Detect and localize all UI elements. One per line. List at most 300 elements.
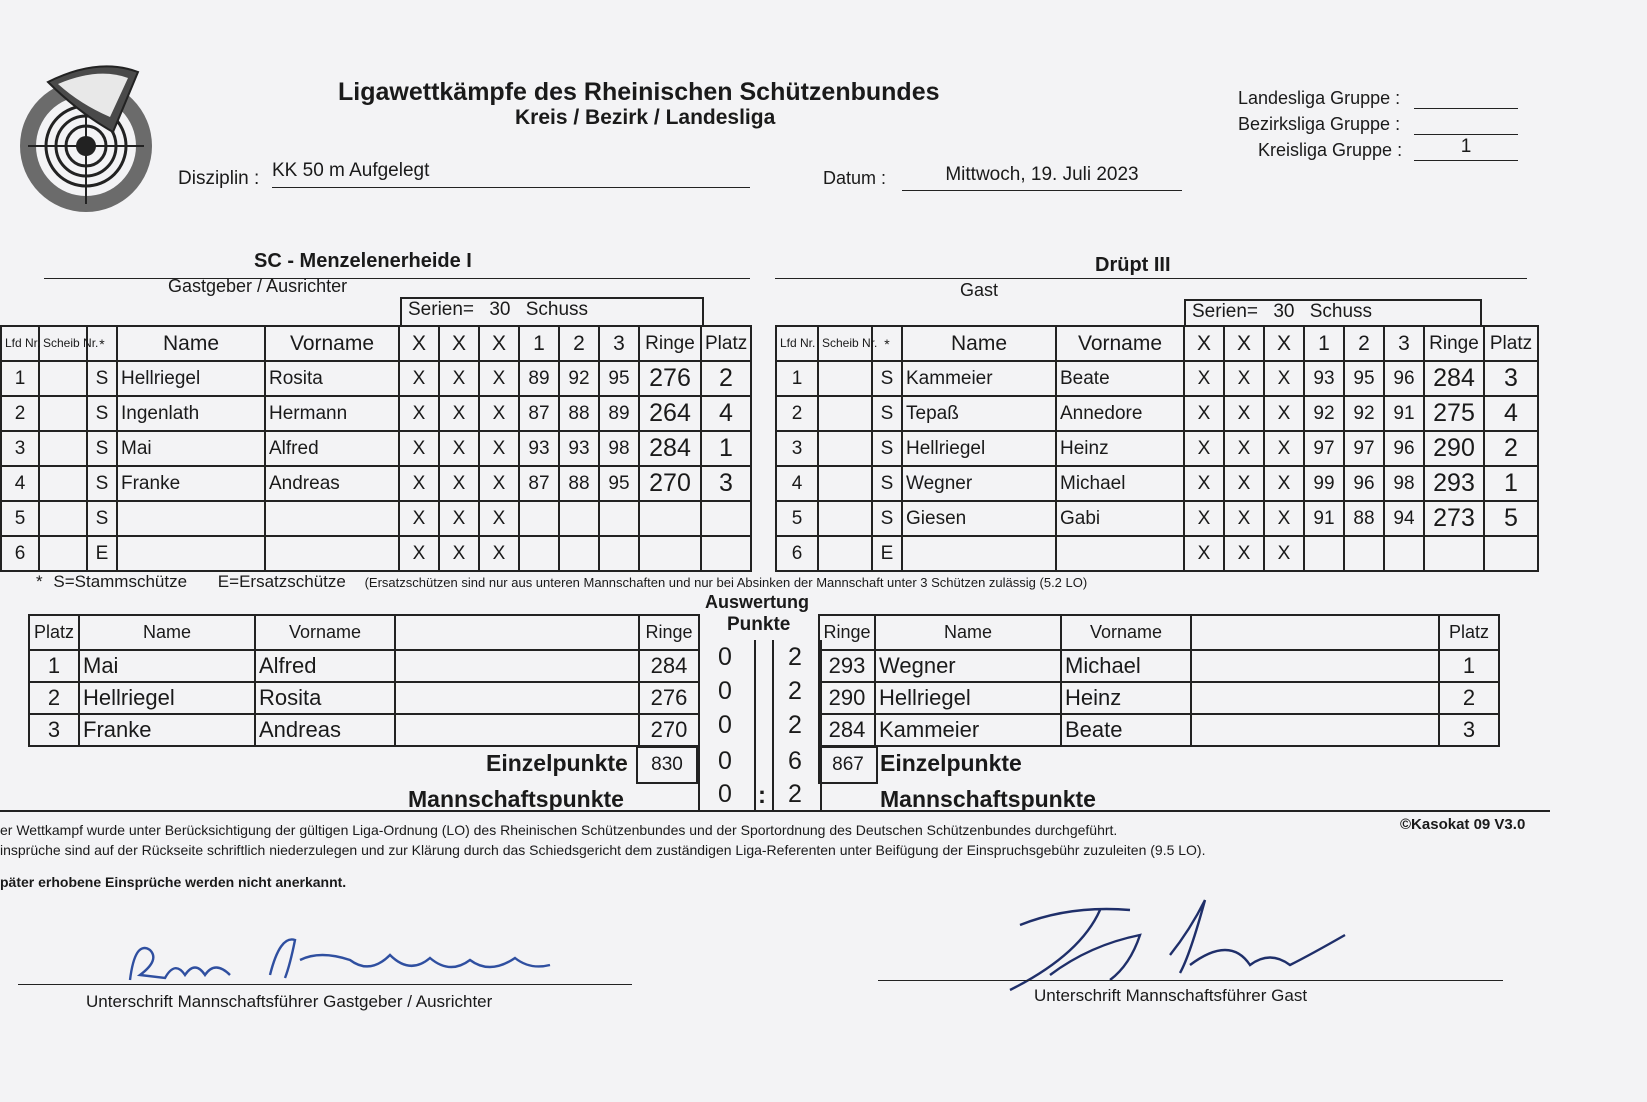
discipline-label: Disziplin :	[178, 168, 260, 189]
rank-col-vorname: Vorname	[255, 615, 395, 650]
host-signature-label: Unterschrift Mannschaftsführer Gastgeber / Ausrichter	[86, 992, 493, 1011]
host-score-table	[0, 325, 752, 572]
rank-platz: 3	[1439, 714, 1499, 746]
total-ringe: 270	[639, 466, 701, 501]
bezirksliga-value	[1414, 112, 1518, 135]
series-2: 92	[1344, 396, 1384, 431]
series-1: 87	[519, 466, 559, 501]
series-3: 89	[599, 396, 639, 431]
ranking-row	[29, 714, 699, 746]
shooter-vorname: Michael	[1056, 466, 1184, 501]
rank-name: Mai	[79, 650, 255, 682]
rank-punkte: 0	[718, 677, 732, 705]
series-2: 88	[559, 396, 599, 431]
rank-spacer	[395, 714, 639, 746]
marker-x3: X	[1264, 536, 1304, 571]
guest-series-count: 30	[1273, 301, 1295, 322]
host-series-box	[400, 297, 704, 327]
rank-ringe: 270	[639, 714, 699, 746]
table-row	[776, 536, 1538, 571]
shooter-name: Mai	[117, 431, 265, 466]
col-star: *	[87, 326, 117, 361]
host-mannschaftspunkte: 0	[718, 780, 732, 808]
shooter-type: S	[872, 501, 902, 536]
guest-team-name: Drüpt III	[1095, 254, 1171, 276]
host-total-ringe: 830	[636, 746, 698, 784]
total-ringe: 284	[639, 431, 701, 466]
marker-x3: X	[1264, 396, 1304, 431]
rank-vorname: Rosita	[255, 682, 395, 714]
rank-col-platz: Platz	[29, 615, 79, 650]
series-2: 92	[559, 361, 599, 396]
rank-platz: 1	[29, 650, 79, 682]
page-title: Ligawettkämpfe des Rheinischen Schützenbundes	[338, 78, 940, 106]
copyright: ©Kasokat 09 V3.0	[1400, 816, 1526, 833]
row-number: 2	[776, 396, 818, 431]
col-name: Name	[902, 326, 1056, 361]
shooter-vorname: Beate	[1056, 361, 1184, 396]
host-einzelpunkte: 0	[718, 747, 732, 775]
host-ranking-table	[28, 614, 700, 747]
discipline-value: KK 50 m Aufgelegt	[272, 160, 750, 188]
rank-ringe: 284	[819, 714, 875, 746]
marker-x2: X	[1224, 396, 1264, 431]
row-number: 1	[1, 361, 39, 396]
table-row	[1, 396, 751, 431]
row-number: 1	[776, 361, 818, 396]
legend-note: (Ersatzschützen sind nur aus unteren Mannschaften und nur bei Absinken der Mannschaft unter 3 Schützen zulässig (5.2 LO)	[364, 575, 1088, 590]
mannschaftspunkte-separator: :	[758, 782, 766, 809]
marker-x1: X	[399, 536, 439, 571]
rank-platz	[701, 536, 751, 571]
marker-x2: X	[1224, 361, 1264, 396]
marker-x3: X	[479, 361, 519, 396]
logo	[18, 62, 158, 222]
shooter-type: S	[87, 431, 117, 466]
rank-platz: 3	[701, 466, 751, 501]
shooter-type: S	[872, 466, 902, 501]
guest-ranking-table	[818, 614, 1500, 747]
shooter-name: Ingenlath	[117, 396, 265, 431]
shooter-name: Kammeier	[902, 361, 1056, 396]
col-ringe: Ringe	[639, 326, 701, 361]
marker-x3: X	[479, 431, 519, 466]
series-1: 97	[1304, 431, 1344, 466]
shooter-vorname: Rosita	[265, 361, 399, 396]
row-number: 4	[1, 466, 39, 501]
rank-platz: 2	[1439, 682, 1499, 714]
legend-star: *	[36, 572, 43, 591]
total-ringe: 273	[1424, 501, 1484, 536]
series-1	[1304, 536, 1344, 571]
row-number: 3	[776, 431, 818, 466]
shooter-type: S	[87, 361, 117, 396]
footer-line-2: insprüche sind auf der Rückseite schriftlich niederzulegen und zur Klärung durch das Schiedsgericht dem zuständigen Liga-Referenten unter Beifügung der Einspruchsgebühr zuzuleiten (9.5 LO).	[0, 842, 1206, 858]
rank-col-platz: Platz	[1439, 615, 1499, 650]
col-s2: 2	[559, 326, 599, 361]
table-row	[1, 466, 751, 501]
series-2	[559, 501, 599, 536]
legend-ersatzschuetze: E=Ersatzschütze	[217, 572, 346, 591]
col-vorname: Vorname	[265, 326, 399, 361]
rank-spacer	[1191, 650, 1439, 682]
total-ringe	[639, 501, 701, 536]
target-number	[39, 431, 87, 466]
mannschaftspunkte-label-host: Mannschaftspunkte	[408, 786, 624, 812]
total-ringe: 276	[639, 361, 701, 396]
table-row	[776, 501, 1538, 536]
guest-signature-line	[878, 980, 1503, 981]
col-s1: 1	[1304, 326, 1344, 361]
guest-total-ringe: 867	[818, 746, 878, 784]
target-number	[39, 501, 87, 536]
total-ringe: 284	[1424, 361, 1484, 396]
target-number	[818, 396, 872, 431]
series-3: 98	[1384, 466, 1424, 501]
row-number: 6	[776, 536, 818, 571]
shooter-name: Hellriegel	[902, 431, 1056, 466]
marker-x1: X	[399, 361, 439, 396]
footer-line-1: er Wettkampf wurde unter Berücksichtigung der gültigen Liga-Ordnung (LO) des Rheinischen Schützenbundes und der Sportordnung des Deutschen Schützenbundes durchgeführt.	[0, 822, 1118, 838]
marker-x1: X	[399, 431, 439, 466]
rank-col-spacer	[1191, 615, 1439, 650]
rank-platz: 1	[1484, 466, 1538, 501]
rank-col-name: Name	[875, 615, 1061, 650]
col-scheib: Scheib Nr.	[818, 326, 872, 361]
rank-name: Wegner	[875, 650, 1061, 682]
total-ringe: 290	[1424, 431, 1484, 466]
shooter-name: Hellriegel	[117, 361, 265, 396]
series-2: 88	[1344, 501, 1384, 536]
series-1	[519, 501, 559, 536]
shooter-vorname: Hermann	[265, 396, 399, 431]
col-x1: X	[1184, 326, 1224, 361]
shooter-type: S	[87, 501, 117, 536]
rank-col-ringe: Ringe	[819, 615, 875, 650]
series-1	[519, 536, 559, 571]
legend-stammschuetze: S=Stammschütze	[53, 572, 188, 591]
rank-name: Kammeier	[875, 714, 1061, 746]
shooter-name: Tepaß	[902, 396, 1056, 431]
series-3: 96	[1384, 361, 1424, 396]
row-number: 4	[776, 466, 818, 501]
rank-platz: 1	[1439, 650, 1499, 682]
shooter-name: Wegner	[902, 466, 1056, 501]
series-3: 95	[599, 361, 639, 396]
guest-ranking-header	[819, 615, 1499, 650]
ranking-row	[819, 714, 1499, 746]
marker-x2: X	[439, 466, 479, 501]
marker-x3: X	[1264, 361, 1304, 396]
marker-x2: X	[1224, 466, 1264, 501]
rank-ringe: 276	[639, 682, 699, 714]
target-number	[818, 536, 872, 571]
marker-x3: X	[479, 501, 519, 536]
row-number: 6	[1, 536, 39, 571]
shooter-name	[117, 536, 265, 571]
marker-x3: X	[479, 466, 519, 501]
series-3	[599, 536, 639, 571]
series-3: 91	[1384, 396, 1424, 431]
col-lfd: Lfd Nr.	[1, 326, 39, 361]
rank-spacer	[395, 682, 639, 714]
marker-x1: X	[399, 396, 439, 431]
col-x3: X	[1264, 326, 1304, 361]
guest-table-header	[776, 326, 1538, 361]
marker-x2: X	[1224, 501, 1264, 536]
shooter-type: S	[872, 431, 902, 466]
host-series-unit: Schuss	[525, 299, 589, 320]
guest-series-box	[1184, 299, 1482, 327]
rank-platz: 2	[701, 361, 751, 396]
series-2: 95	[1344, 361, 1384, 396]
marker-x2: X	[439, 396, 479, 431]
target-number	[818, 501, 872, 536]
marker-x1: X	[1184, 396, 1224, 431]
marker-x2: X	[439, 361, 479, 396]
rank-punkte: 2	[788, 677, 802, 705]
rank-vorname: Beate	[1061, 714, 1191, 746]
shooter-vorname: Alfred	[265, 431, 399, 466]
col-s2: 2	[1344, 326, 1384, 361]
rank-punkte: 2	[788, 711, 802, 739]
shooter-type: S	[87, 396, 117, 431]
target-number	[818, 361, 872, 396]
rank-name: Franke	[79, 714, 255, 746]
marker-x1: X	[399, 466, 439, 501]
shooter-type: S	[87, 466, 117, 501]
series-1: 93	[519, 431, 559, 466]
landesliga-label: Landesliga Gruppe :	[1238, 88, 1401, 108]
shooter-type: S	[872, 361, 902, 396]
series-2	[1344, 536, 1384, 571]
rank-col-vorname: Vorname	[1061, 615, 1191, 650]
shooter-name: Franke	[117, 466, 265, 501]
shooter-vorname	[1056, 536, 1184, 571]
marker-x1: X	[399, 501, 439, 536]
landesliga-value	[1414, 86, 1518, 109]
target-number	[39, 396, 87, 431]
shooter-vorname: Andreas	[265, 466, 399, 501]
host-series-count: 30	[489, 299, 511, 320]
series-3: 98	[599, 431, 639, 466]
row-number: 5	[1, 501, 39, 536]
rank-vorname: Heinz	[1061, 682, 1191, 714]
rank-platz: 1	[701, 431, 751, 466]
table-row	[776, 396, 1538, 431]
col-scheib: Scheib Nr.	[39, 326, 87, 361]
col-lfd: Lfd Nr.	[776, 326, 818, 361]
rank-col-ringe: Ringe	[639, 615, 699, 650]
marker-x3: X	[1264, 431, 1304, 466]
rank-punkte: 2	[788, 643, 802, 671]
guest-team-line	[775, 250, 1527, 279]
shooter-type: S	[872, 396, 902, 431]
shooter-vorname	[265, 536, 399, 571]
marker-x2: X	[439, 536, 479, 571]
auswertung-title: Auswertung	[705, 592, 810, 612]
guest-mannschaftspunkte: 2	[788, 780, 802, 808]
shooter-name	[117, 501, 265, 536]
rank-name: Hellriegel	[875, 682, 1061, 714]
col-ringe: Ringe	[1424, 326, 1484, 361]
col-s1: 1	[519, 326, 559, 361]
table-row	[776, 466, 1538, 501]
marker-x2: X	[1224, 536, 1264, 571]
shooter-name: Giesen	[902, 501, 1056, 536]
rank-col-name: Name	[79, 615, 255, 650]
ranking-row	[819, 650, 1499, 682]
target-number	[39, 361, 87, 396]
marker-x2: X	[439, 501, 479, 536]
shooter-name	[902, 536, 1056, 571]
rank-vorname: Alfred	[255, 650, 395, 682]
series-3: 95	[599, 466, 639, 501]
date-value: Mittwoch, 19. Juli 2023	[902, 164, 1182, 191]
total-ringe	[639, 536, 701, 571]
rank-platz	[1484, 536, 1538, 571]
shooter-vorname	[265, 501, 399, 536]
col-x2: X	[439, 326, 479, 361]
marker-x1: X	[1184, 501, 1224, 536]
ranking-row	[29, 650, 699, 682]
shooter-vorname: Annedore	[1056, 396, 1184, 431]
date-label: Datum :	[823, 168, 887, 188]
col-x2: X	[1224, 326, 1264, 361]
shooter-vorname: Gabi	[1056, 501, 1184, 536]
punkte-label: Punkte	[727, 614, 791, 635]
table-row	[1, 501, 751, 536]
row-number: 5	[776, 501, 818, 536]
target-number	[818, 431, 872, 466]
series-3	[1384, 536, 1424, 571]
host-team-line	[44, 250, 750, 279]
series-2: 97	[1344, 431, 1384, 466]
rank-platz: 2	[29, 682, 79, 714]
rank-punkte: 0	[718, 643, 732, 671]
total-ringe: 293	[1424, 466, 1484, 501]
marker-x1: X	[1184, 361, 1224, 396]
series-1: 99	[1304, 466, 1344, 501]
series-3	[599, 501, 639, 536]
series-1: 92	[1304, 396, 1344, 431]
series-1: 91	[1304, 501, 1344, 536]
einzelpunkte-label-host: Einzelpunkte	[486, 750, 628, 776]
rank-platz: 4	[1484, 396, 1538, 431]
rank-ringe: 293	[819, 650, 875, 682]
col-platz: Platz	[1484, 326, 1538, 361]
series-3: 96	[1384, 431, 1424, 466]
ranking-row	[819, 682, 1499, 714]
table-row	[776, 361, 1538, 396]
rank-platz	[701, 501, 751, 536]
legend	[36, 572, 1087, 592]
marker-x2: X	[439, 431, 479, 466]
host-series-label: Serien=	[408, 299, 475, 320]
rank-spacer	[1191, 682, 1439, 714]
table-row	[776, 431, 1538, 466]
host-role: Gastgeber / Ausrichter	[168, 276, 348, 296]
rank-vorname: Michael	[1061, 650, 1191, 682]
guest-series-unit: Schuss	[1309, 301, 1373, 322]
host-signature	[120, 930, 560, 990]
bezirksliga-label: Bezirksliga Gruppe :	[1238, 114, 1401, 134]
host-team-name: SC - Menzelenerheide I	[254, 250, 472, 272]
guest-role: Gast	[960, 280, 999, 300]
target-number	[39, 536, 87, 571]
kreisliga-value: 1	[1414, 136, 1518, 161]
rank-platz: 5	[1484, 501, 1538, 536]
series-3: 94	[1384, 501, 1424, 536]
marker-x3: X	[479, 536, 519, 571]
table-row	[1, 361, 751, 396]
rank-ringe: 290	[819, 682, 875, 714]
marker-x3: X	[1264, 466, 1304, 501]
kreisliga-label: Kreisliga Gruppe :	[1258, 140, 1403, 160]
series-2: 88	[559, 466, 599, 501]
col-x3: X	[479, 326, 519, 361]
series-2: 93	[559, 431, 599, 466]
total-ringe	[1424, 536, 1484, 571]
col-s3: 3	[1384, 326, 1424, 361]
bottom-rule	[0, 810, 1550, 812]
col-x1: X	[399, 326, 439, 361]
einzelpunkte-label-guest: Einzelpunkte	[880, 750, 1022, 776]
rank-spacer	[1191, 714, 1439, 746]
guest-signature-label: Unterschrift Mannschaftsführer Gast	[1034, 986, 1308, 1005]
marker-x1: X	[1184, 431, 1224, 466]
target-number	[818, 466, 872, 501]
col-name: Name	[117, 326, 265, 361]
table-row	[1, 431, 751, 466]
series-1: 93	[1304, 361, 1344, 396]
total-ringe: 264	[639, 396, 701, 431]
host-table-header	[1, 326, 751, 361]
rank-punkte: 0	[718, 711, 732, 739]
series-1: 89	[519, 361, 559, 396]
rank-platz: 2	[1484, 431, 1538, 466]
host-signature-line	[18, 984, 632, 985]
guest-einzelpunkte: 6	[788, 747, 802, 775]
mannschaftspunkte-label-guest: Mannschaftspunkte	[880, 786, 1096, 812]
marker-x3: X	[479, 396, 519, 431]
host-ranking-header	[29, 615, 699, 650]
col-star: *	[872, 326, 902, 361]
table-row	[1, 536, 751, 571]
guest-score-table	[775, 325, 1539, 572]
guest-series-label: Serien=	[1192, 301, 1259, 322]
rank-col-spacer	[395, 615, 639, 650]
rank-platz: 4	[701, 396, 751, 431]
marker-x1: X	[1184, 466, 1224, 501]
shooter-type: E	[872, 536, 902, 571]
row-number: 3	[1, 431, 39, 466]
footer-line-3: päter erhobene Einsprüche werden nicht anerkannt.	[0, 874, 347, 890]
rank-name: Hellriegel	[79, 682, 255, 714]
target-number	[39, 466, 87, 501]
series-2	[559, 536, 599, 571]
rank-spacer	[395, 650, 639, 682]
rank-platz: 3	[1484, 361, 1538, 396]
row-number: 2	[1, 396, 39, 431]
rank-ringe: 284	[639, 650, 699, 682]
marker-x2: X	[1224, 431, 1264, 466]
marker-x3: X	[1264, 501, 1304, 536]
ranking-row	[29, 682, 699, 714]
shooter-vorname: Heinz	[1056, 431, 1184, 466]
shooter-type: E	[87, 536, 117, 571]
total-ringe: 275	[1424, 396, 1484, 431]
